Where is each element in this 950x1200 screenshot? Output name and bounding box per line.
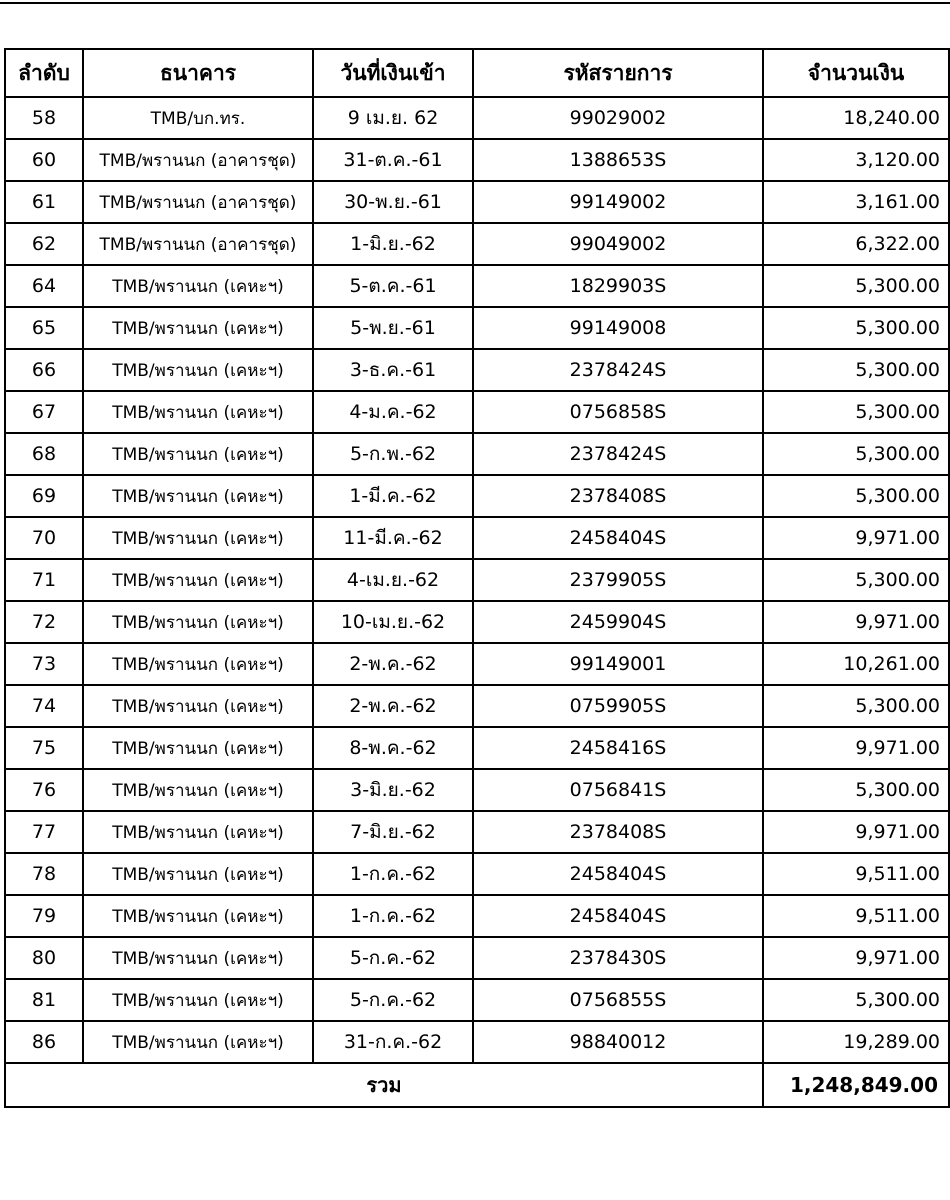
cell-no: 81: [5, 979, 83, 1021]
cell-no: 58: [5, 97, 83, 139]
cell-no: 77: [5, 811, 83, 853]
cell-date: 4-ม.ค.-62: [313, 391, 473, 433]
table-row: [5, 265, 949, 307]
total-label: รวม: [5, 1063, 763, 1107]
cell-no: 73: [5, 643, 83, 685]
cell-bank: TMB/บก.ทร.: [83, 97, 313, 139]
cell-code: 0756855S: [473, 979, 763, 1021]
cell-amount: 9,971.00: [763, 517, 949, 559]
header-amount: จำนวนเงิน: [763, 49, 949, 97]
cell-amount: 5,300.00: [763, 475, 949, 517]
cell-bank: TMB/พรานนก (เคหะฯ): [83, 433, 313, 475]
cell-no: 86: [5, 1021, 83, 1063]
cell-bank: TMB/พรานนก (เคหะฯ): [83, 307, 313, 349]
cell-amount: 9,971.00: [763, 811, 949, 853]
cell-amount: 5,300.00: [763, 391, 949, 433]
cell-bank: TMB/พรานนก (เคหะฯ): [83, 727, 313, 769]
cell-bank: TMB/พรานนก (อาคารชุด): [83, 223, 313, 265]
cell-amount: 19,289.00: [763, 1021, 949, 1063]
cell-date: 1-มี.ค.-62: [313, 475, 473, 517]
cell-amount: 5,300.00: [763, 685, 949, 727]
cell-code: 99049002: [473, 223, 763, 265]
table-row: [5, 601, 949, 643]
cell-amount: 5,300.00: [763, 769, 949, 811]
cell-date: 5-ต.ค.-61: [313, 265, 473, 307]
cell-code: 2378408S: [473, 475, 763, 517]
cell-bank: TMB/พรานนก (อาคารชุด): [83, 139, 313, 181]
table-row: [5, 307, 949, 349]
cell-date: 1-ก.ค.-62: [313, 895, 473, 937]
table-row: [5, 685, 949, 727]
cell-code: 0756858S: [473, 391, 763, 433]
cell-bank: TMB/พรานนก (เคหะฯ): [83, 559, 313, 601]
table-row: [5, 979, 949, 1021]
cell-date: 4-เม.ย.-62: [313, 559, 473, 601]
total-amount: 1,248,849.00: [763, 1063, 949, 1107]
table-body: [5, 97, 949, 1063]
table-row: [5, 937, 949, 979]
table-row: [5, 181, 949, 223]
cell-code: 2458404S: [473, 853, 763, 895]
cell-no: 64: [5, 265, 83, 307]
cell-date: 5-ก.ค.-62: [313, 937, 473, 979]
cell-date: 5-ก.ค.-62: [313, 979, 473, 1021]
cell-bank: TMB/พรานนก (เคหะฯ): [83, 685, 313, 727]
table-row: [5, 391, 949, 433]
cell-amount: 9,511.00: [763, 853, 949, 895]
cell-bank: TMB/พรานนก (เคหะฯ): [83, 517, 313, 559]
cell-date: 31-ก.ค.-62: [313, 1021, 473, 1063]
cell-date: 3-ธ.ค.-61: [313, 349, 473, 391]
cell-code: 2378430S: [473, 937, 763, 979]
cell-date: 10-เม.ย.-62: [313, 601, 473, 643]
table-row: [5, 727, 949, 769]
cell-date: 2-พ.ค.-62: [313, 685, 473, 727]
table-row: [5, 769, 949, 811]
cell-date: 30-พ.ย.-61: [313, 181, 473, 223]
cell-no: 76: [5, 769, 83, 811]
cell-amount: 5,300.00: [763, 265, 949, 307]
cell-amount: 5,300.00: [763, 433, 949, 475]
cell-code: 99149001: [473, 643, 763, 685]
cell-date: 11-มี.ค.-62: [313, 517, 473, 559]
cell-bank: TMB/พรานนก (เคหะฯ): [83, 769, 313, 811]
cell-code: 1388653S: [473, 139, 763, 181]
cell-date: 31-ต.ค.-61: [313, 139, 473, 181]
cell-code: 2459904S: [473, 601, 763, 643]
header-code: รหัสรายการ: [473, 49, 763, 97]
cell-amount: 5,300.00: [763, 349, 949, 391]
cell-no: 78: [5, 853, 83, 895]
deposit-table: [4, 48, 950, 1108]
header-no: ลำดับ: [5, 49, 83, 97]
table-row: [5, 895, 949, 937]
cell-amount: 9,971.00: [763, 727, 949, 769]
cell-date: 1-ก.ค.-62: [313, 853, 473, 895]
header-date: วันที่เงินเข้า: [313, 49, 473, 97]
cell-no: 67: [5, 391, 83, 433]
cell-no: 80: [5, 937, 83, 979]
cell-code: 2458404S: [473, 517, 763, 559]
cell-date: 8-พ.ค.-62: [313, 727, 473, 769]
cell-bank: TMB/พรานนก (เคหะฯ): [83, 475, 313, 517]
cell-no: 61: [5, 181, 83, 223]
cell-date: 1-มิ.ย.-62: [313, 223, 473, 265]
cell-no: 65: [5, 307, 83, 349]
cell-amount: 3,120.00: [763, 139, 949, 181]
cell-amount: 18,240.00: [763, 97, 949, 139]
cell-date: 7-มิ.ย.-62: [313, 811, 473, 853]
cell-bank: TMB/พรานนก (เคหะฯ): [83, 349, 313, 391]
cell-bank: TMB/พรานนก (เคหะฯ): [83, 1021, 313, 1063]
cell-no: 60: [5, 139, 83, 181]
cell-no: 68: [5, 433, 83, 475]
cell-amount: 5,300.00: [763, 979, 949, 1021]
cell-code: 2458404S: [473, 895, 763, 937]
cell-bank: TMB/พรานนก (เคหะฯ): [83, 391, 313, 433]
cell-date: 3-มิ.ย.-62: [313, 769, 473, 811]
table-row: [5, 223, 949, 265]
cell-amount: 5,300.00: [763, 559, 949, 601]
cell-code: 0756841S: [473, 769, 763, 811]
cell-code: 2378408S: [473, 811, 763, 853]
cell-code: 1829903S: [473, 265, 763, 307]
cell-amount: 5,300.00: [763, 307, 949, 349]
cell-no: 70: [5, 517, 83, 559]
cell-bank: TMB/พรานนก (เคหะฯ): [83, 937, 313, 979]
cell-bank: TMB/พรานนก (เคหะฯ): [83, 853, 313, 895]
cell-code: 99149002: [473, 181, 763, 223]
cell-bank: TMB/พรานนก (เคหะฯ): [83, 265, 313, 307]
cell-code: 98840012: [473, 1021, 763, 1063]
cell-code: 2379905S: [473, 559, 763, 601]
cell-no: 79: [5, 895, 83, 937]
table-row: [5, 349, 949, 391]
cell-amount: 9,511.00: [763, 895, 949, 937]
cell-amount: 10,261.00: [763, 643, 949, 685]
cell-no: 66: [5, 349, 83, 391]
table-row: [5, 853, 949, 895]
cell-date: 2-พ.ค.-62: [313, 643, 473, 685]
cell-no: 75: [5, 727, 83, 769]
cell-date: 9 เม.ย. 62: [313, 97, 473, 139]
cell-code: 2458416S: [473, 727, 763, 769]
total-row: [5, 1063, 949, 1107]
table-row: [5, 433, 949, 475]
table-row: [5, 475, 949, 517]
cell-no: 72: [5, 601, 83, 643]
cell-no: 69: [5, 475, 83, 517]
table-row: [5, 97, 949, 139]
cell-code: 2378424S: [473, 349, 763, 391]
table-row: [5, 517, 949, 559]
cell-bank: TMB/พรานนก (เคหะฯ): [83, 643, 313, 685]
cell-bank: TMB/พรานนก (เคหะฯ): [83, 601, 313, 643]
cell-code: 0759905S: [473, 685, 763, 727]
cell-no: 74: [5, 685, 83, 727]
cell-bank: TMB/พรานนก (เคหะฯ): [83, 895, 313, 937]
table-row: [5, 811, 949, 853]
cell-amount: 9,971.00: [763, 937, 949, 979]
cell-code: 99029002: [473, 97, 763, 139]
cell-amount: 6,322.00: [763, 223, 949, 265]
header-row: [5, 49, 949, 97]
cell-amount: 9,971.00: [763, 601, 949, 643]
cell-code: 99149008: [473, 307, 763, 349]
cell-bank: TMB/พรานนก (เคหะฯ): [83, 979, 313, 1021]
cell-no: 71: [5, 559, 83, 601]
table-row: [5, 1021, 949, 1063]
cell-code: 2378424S: [473, 433, 763, 475]
cell-bank: TMB/พรานนก (เคหะฯ): [83, 811, 313, 853]
table-row: [5, 139, 949, 181]
cell-date: 5-พ.ย.-61: [313, 307, 473, 349]
cell-no: 62: [5, 223, 83, 265]
table-row: [5, 559, 949, 601]
cell-bank: TMB/พรานนก (อาคารชุด): [83, 181, 313, 223]
header-bank: ธนาคาร: [83, 49, 313, 97]
table-row: [5, 643, 949, 685]
top-rule: [0, 2, 950, 4]
cell-date: 5-ก.พ.-62: [313, 433, 473, 475]
cell-amount: 3,161.00: [763, 181, 949, 223]
